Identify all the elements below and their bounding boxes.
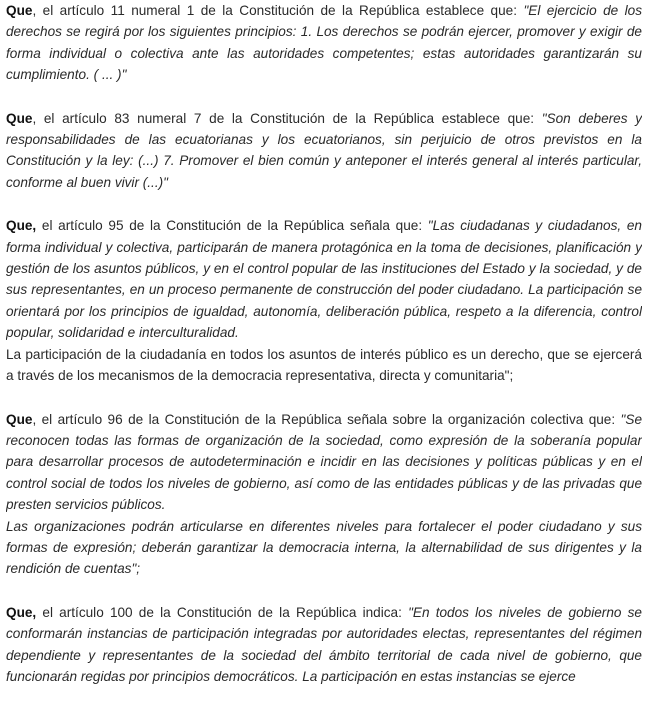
paragraph-lead: Que	[6, 110, 33, 126]
paragraph-intro: , el artículo 96 de la Constitución de la República señala sobre la organización colectiva que:	[32, 411, 621, 427]
paragraph-quote: "Se reconocen todas las formas de organización de la sociedad, como expresión de la soberanía popular para desarrollar procesos de autodeterminación e incidir en las decisiones y políticas públicas y en el control social de todos los niveles de gobierno, así como de las entidades públicas y de las privadas que presten servicios públicos.	[6, 411, 642, 513]
paragraph-quote: "El ejercicio de los derechos se regirá por los siguientes principios: 1. Los derechos se podrán ejercer, promover y exigir de forma individual o colectiva ante las autoridades competentes; estas autoridades garantizarán su cumplimiento. ( ... )"	[6, 3, 642, 83]
paragraph-article-11	[6, 0, 642, 86]
paragraph-lead: Que,	[6, 218, 37, 234]
paragraph-article-100	[6, 602, 642, 688]
paragraph-article-95	[6, 215, 642, 386]
paragraph-continuation: La participación de la ciudadanía en todos los asuntos de interés público es un derecho, que se ejercerá a través de los mecanismos de la democracia representativa, directa y comunitaria";	[6, 346, 642, 384]
paragraph-quote: "Las ciudadanas y ciudadanos, en forma individual y colectiva, participarán de manera protagónica en la toma de decisiones, planificación y gestión de los asuntos públicos, y en el control popular de las instituciones del Estado y la sociedad, y de sus representantes, en un proceso permanente de construcción del poder ciudadano. La participación se orientará por los principios de igualdad, autonomía, deliberación pública, respeto a la diferencia, control popular, solidaridad e interculturalidad.	[6, 218, 642, 341]
paragraph-intro: el artículo 95 de la Constitución de la República señala que:	[36, 218, 428, 234]
paragraph-lead: Que	[6, 3, 33, 18]
paragraph-article-83	[6, 108, 642, 194]
paragraph-continuation: Las organizaciones podrán articularse en diferentes niveles para fortalecer el poder ciudadano y sus formas de expresión; deberán garantizar la democracia interna, la alternabilidad de sus dirigentes y la rendición de cuentas";	[6, 518, 642, 577]
paragraph-quote: "En todos los niveles de gobierno se conformarán instancias de participación integradas por autoridades electas, representantes del régimen dependiente y representantes de la sociedad del ámbito territorial de cada nivel de gobierno, que funcionarán regidas por principios democráticos. La participación en estas instancias se ejerce	[6, 604, 642, 684]
paragraph-intro: , el artículo 11 numeral 1 de la Constitución de la República establece que:	[32, 3, 524, 18]
paragraph-quote: "Son deberes y responsabilidades de las ecuatorianas y los ecuatorianos, sin perjuicio de otros previstos en la Constitución y la ley: (...) 7. Promover el bien común y anteponer el interés general al interés particular, conforme al buen vivir (...)"	[6, 110, 642, 190]
paragraph-lead: Que	[6, 411, 33, 427]
paragraph-article-96	[6, 409, 642, 580]
document-page	[6, 0, 642, 724]
paragraph-intro: el artículo 100 de la Constitución de la República indica:	[36, 604, 409, 620]
paragraph-intro: , el artículo 83 numeral 7 de la Constitución de la República establece que:	[32, 110, 542, 126]
paragraph-lead: Que,	[6, 604, 37, 620]
